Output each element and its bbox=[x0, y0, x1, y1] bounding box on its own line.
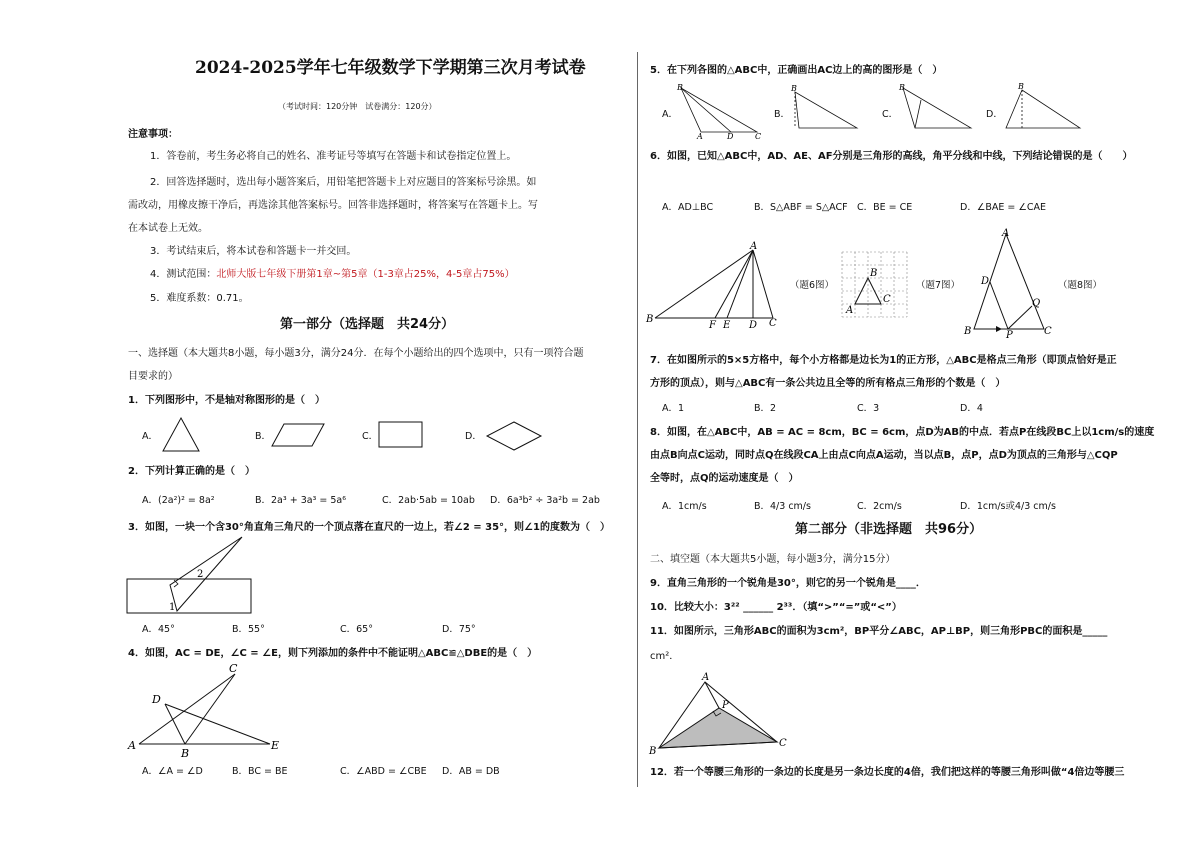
q2-option-d: D．6a³b² ÷ 3a²b = 2ab bbox=[490, 495, 600, 506]
q3-angle-1-label: 1 bbox=[169, 602, 176, 613]
q5-figure-a bbox=[675, 82, 765, 140]
q11-label-b: B bbox=[649, 746, 657, 757]
q4-label-d: D bbox=[152, 693, 161, 706]
q8-caption: （题8图） bbox=[1058, 280, 1103, 291]
q4-option-c: C．∠ABD = ∠CBE bbox=[340, 766, 427, 777]
q6-label-c: C bbox=[769, 318, 777, 329]
q6-label-f: F bbox=[709, 320, 716, 330]
q8-stem-cont: 由点B向点C运动，同时点Q在线段CA上由点C向点A运动，当以点B，点P，点D为顶点的三角形与△CQP bbox=[650, 450, 1118, 461]
q7-label-b: B bbox=[870, 268, 878, 279]
q4-label-b: B bbox=[181, 747, 190, 760]
note-2: 2．回答选择题时，选出每小题答案后，用铅笔把答题卡上对应题目的答案标号涂黑。如 bbox=[150, 177, 537, 188]
q1-option-b: B． bbox=[255, 431, 272, 442]
right-column bbox=[646, 0, 1155, 849]
q5-figure-c bbox=[895, 82, 980, 140]
q5d-label-b: B bbox=[1018, 82, 1024, 91]
page-title: 2024-2025学年七年级数学下学期第三次月考试卷 bbox=[195, 58, 586, 78]
q6-option-a: A．AD⊥BC bbox=[662, 202, 714, 213]
q5-option-c: C． bbox=[882, 109, 899, 120]
q5-option-d: D． bbox=[986, 109, 1003, 120]
q8-label-b: B bbox=[964, 326, 972, 337]
q7-option-c: C．3 bbox=[857, 403, 880, 414]
notes-heading: 注意事项： bbox=[128, 129, 178, 140]
q10-stem: 10．比较大小：3²² ______ 2³³．（填“>”“=”或“<”） bbox=[650, 602, 902, 613]
q7-label-a: A bbox=[846, 305, 854, 316]
q8-label-c: C bbox=[1044, 326, 1052, 337]
left-column bbox=[120, 0, 630, 849]
q7-caption: （题7图） bbox=[916, 280, 961, 291]
q8-option-a: A．1cm/s bbox=[662, 501, 707, 512]
q6-label-a: A bbox=[750, 241, 758, 252]
q6-option-d: D．∠BAE = ∠CAE bbox=[960, 202, 1047, 213]
q8-option-c: C．2cm/s bbox=[857, 501, 902, 512]
q8-label-q: Q bbox=[1032, 298, 1041, 309]
q1-rhombus-shape bbox=[485, 420, 543, 452]
q3-angle-2-label: 2 bbox=[197, 569, 204, 580]
q11-label-c: C bbox=[779, 738, 787, 749]
q4-option-d: D．AB = DB bbox=[442, 766, 500, 777]
q8-stem-cont2: 全等时，点Q的运动速度是（ ） bbox=[650, 473, 799, 484]
note-4 bbox=[150, 268, 515, 281]
q3-option-a: A．45° bbox=[142, 624, 175, 635]
q5c-label-b: B bbox=[899, 83, 905, 92]
part1-intro-cont: 目要求的） bbox=[128, 371, 178, 382]
q6-option-c: C．BE = CE bbox=[857, 202, 913, 213]
q2-option-a: A．(2a²)² = 8a² bbox=[142, 495, 215, 506]
q1-option-d: D． bbox=[465, 431, 482, 442]
q11-stem-unit: cm²． bbox=[650, 651, 680, 662]
q1-triangle-shape bbox=[160, 416, 202, 454]
part1-intro: 一、选择题（本大题共8小题，每小题3分，满分24分．在每个小题给出的四个选项中，只有一项符合题 bbox=[128, 348, 584, 359]
q8-label-a: A bbox=[1002, 228, 1010, 239]
part2-intro: 二、填空题（本大题共5小题，每小题3分，满分15分） bbox=[650, 554, 896, 565]
q3-stem: 3．如图，一块一个含30°角直角三角尺的一个顶点落在直尺的一边上，若∠2 = 35°，则∠1的度数为（ ） bbox=[128, 522, 610, 533]
q8-option-b: B．4/3 cm/s bbox=[754, 501, 811, 512]
q4-label-a: A bbox=[128, 739, 136, 752]
q6-label-d: D bbox=[749, 320, 758, 330]
note-5: 5．难度系数：0.71。 bbox=[150, 293, 249, 304]
q8-label-d: D bbox=[981, 276, 990, 287]
q1-rectangle-shape bbox=[378, 421, 424, 449]
q7-option-d: D．4 bbox=[960, 403, 983, 414]
q3-option-d: D．75° bbox=[442, 624, 476, 635]
q6-label-e: E bbox=[723, 320, 731, 330]
q8-option-d: D．1cm/s或4/3 cm/s bbox=[960, 501, 1056, 512]
q11-label-p: P bbox=[722, 700, 729, 711]
q1-stem: 1．下列图形中，不是轴对称图形的是（ ） bbox=[128, 395, 325, 406]
q5-figure-b bbox=[785, 82, 865, 140]
q6-label-b: B bbox=[646, 314, 654, 325]
test-scope: 北师大版七年级下册第1章~第5章（1-3章占25%，4-5章占75%） bbox=[216, 269, 515, 280]
q5b-label-b: B bbox=[791, 84, 797, 93]
part2-heading: 第二部分（非选择题 共96分） bbox=[795, 522, 983, 537]
q5-stem: 5．在下列各图的△ABC中，正确画出AC边上的高的图形是（ ） bbox=[650, 65, 943, 76]
q11-label-a: A bbox=[702, 672, 710, 683]
q12-stem: 12．若一个等腰三角形的一条边的长度是另一条边长度的4倍，我们把这样的等腰三角形叫做“4倍边等腰三 bbox=[650, 767, 1125, 778]
q9-stem: 9．直角三角形的一个锐角是30°，则它的另一个锐角是____． bbox=[650, 578, 926, 589]
q1-parallelogram-shape bbox=[270, 422, 326, 448]
q4-label-e: E bbox=[271, 739, 280, 752]
q1-option-c: C． bbox=[362, 431, 379, 442]
q1-option-a: A． bbox=[142, 431, 158, 442]
q8-label-p: P bbox=[1006, 330, 1013, 338]
q5-figure-d bbox=[1000, 82, 1085, 140]
q4-option-b: B．BC = BE bbox=[232, 766, 288, 777]
note-4-label: 4．测试范围： bbox=[150, 269, 217, 280]
q3-ruler-triangle-figure bbox=[125, 535, 255, 617]
column-divider bbox=[637, 52, 638, 787]
q7-stem: 7．在如图所示的5×5方格中，每个小方格都是边长为1的正方形，△ABC是格点三角形（即顶点恰好是正 bbox=[650, 355, 1117, 366]
note-3: 3．考试结束后，将本试卷和答题卡一并交回。 bbox=[150, 246, 357, 257]
q5-option-a: A． bbox=[662, 109, 678, 120]
q3-option-c: C．65° bbox=[340, 624, 373, 635]
q6-option-b: B．S△ABF = S△ACF bbox=[754, 202, 848, 213]
q5a-label-c: C bbox=[755, 132, 762, 140]
q6-stem: 6．如图，已知△ABC中，AD、AE、AF分别是三角形的高线，角平分线和中线，下列结论错误的是（ ） bbox=[650, 151, 1133, 162]
q4-stem: 4．如图，AC = DE，∠C = ∠E，则下列添加的条件中不能证明△ABC≌△DBE的是（ ） bbox=[128, 648, 538, 659]
note-2-cont2: 在本试卷上无效。 bbox=[128, 223, 208, 234]
note-1: 1．答卷前，考生务必将自己的姓名、准考证号等填写在答题卡和试卷指定位置上。 bbox=[150, 151, 517, 162]
q5a-label-a: A bbox=[697, 132, 703, 140]
q11-stem: 11．如图所示，三角形ABC的面积为3cm²，BP平分∠ABC，AP⊥BP，则三角形PBC的面积是_____ bbox=[650, 626, 1108, 637]
q6-caption: （题6图） bbox=[790, 280, 835, 291]
q11-triangle-figure bbox=[645, 668, 795, 758]
q7-label-c: C bbox=[883, 294, 891, 305]
q4-option-a: A．∠A = ∠D bbox=[142, 766, 203, 777]
part1-heading: 第一部分（选择题 共24分） bbox=[280, 317, 455, 332]
note-2-cont: 需改动，用橡皮擦干净后，再选涂其他答案标号。回答非选择题时，将答案写在答题卡上。写 bbox=[128, 200, 538, 211]
q5a-label-d: D bbox=[727, 132, 734, 140]
q7-option-b: B．2 bbox=[754, 403, 777, 414]
q5-option-b: B． bbox=[774, 109, 791, 120]
q8-isosceles-figure bbox=[962, 226, 1052, 338]
q8-stem: 8．如图，在△ABC中，AB = AC = 8cm，BC = 6cm，点D为AB的中点．若点P在线段BC上以1cm/s的速度 bbox=[650, 427, 1155, 438]
q3-option-b: B．55° bbox=[232, 624, 265, 635]
q7-grid-figure bbox=[840, 250, 912, 322]
q2-option-b: B．2a³ + 3a³ = 5a⁶ bbox=[255, 495, 347, 506]
q4-label-c: C bbox=[229, 662, 238, 675]
q2-stem: 2．下列计算正确的是（ ） bbox=[128, 466, 255, 477]
q4-triangles-figure bbox=[125, 660, 285, 760]
q7-stem-cont: 方形的顶点），则与△ABC有一条公共边且全等的所有格点三角形的个数是（ ） bbox=[650, 378, 1006, 389]
q5a-label-b: B bbox=[677, 83, 683, 92]
q2-option-c: C．2ab·5ab = 10ab bbox=[382, 495, 475, 506]
q6-triangle-figure bbox=[645, 238, 785, 330]
exam-subtitle: （考试时间：120分钟 试卷满分：120分） bbox=[278, 102, 437, 111]
q7-option-a: A．1 bbox=[662, 403, 685, 414]
